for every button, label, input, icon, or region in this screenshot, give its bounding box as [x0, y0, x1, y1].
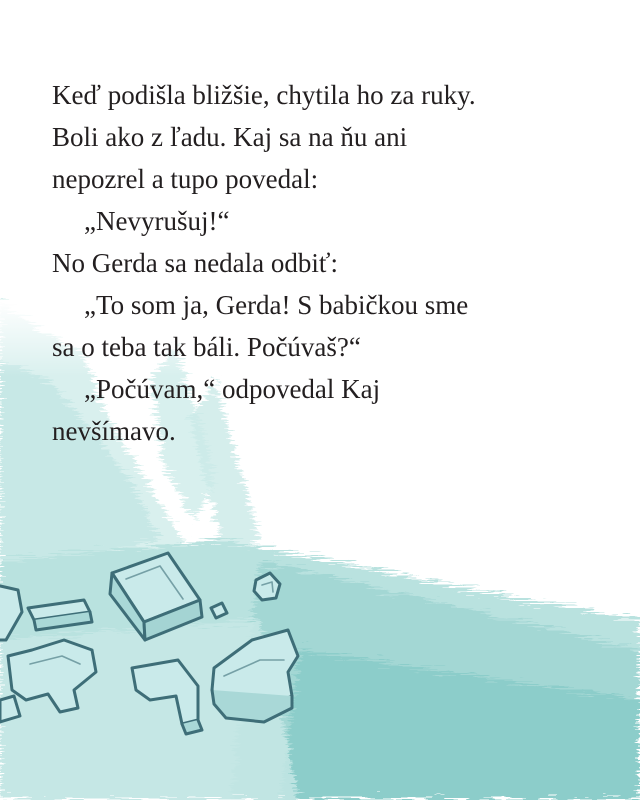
story-line: „Nevyrušuj!“: [84, 206, 230, 236]
story-text: [52, 74, 612, 452]
story-line: No Gerda sa nedala odbiť:: [52, 248, 338, 278]
story-line: nevšímavo.: [52, 416, 176, 446]
story-line: Keď podišla bližšie, chytila ho za ruky.: [52, 80, 476, 110]
story-line: „Počúvam,“ odpovedal Kaj: [84, 374, 381, 404]
story-line: nepozrel a tupo povedal:: [52, 164, 319, 194]
story-line: Boli ako z ľadu. Kaj sa na ňu ani: [52, 122, 408, 152]
story-line: „To som ja, Gerda! S babičkou sme: [84, 290, 469, 320]
story-line: sa o teba tak báli. Počúvaš?“: [52, 332, 361, 362]
